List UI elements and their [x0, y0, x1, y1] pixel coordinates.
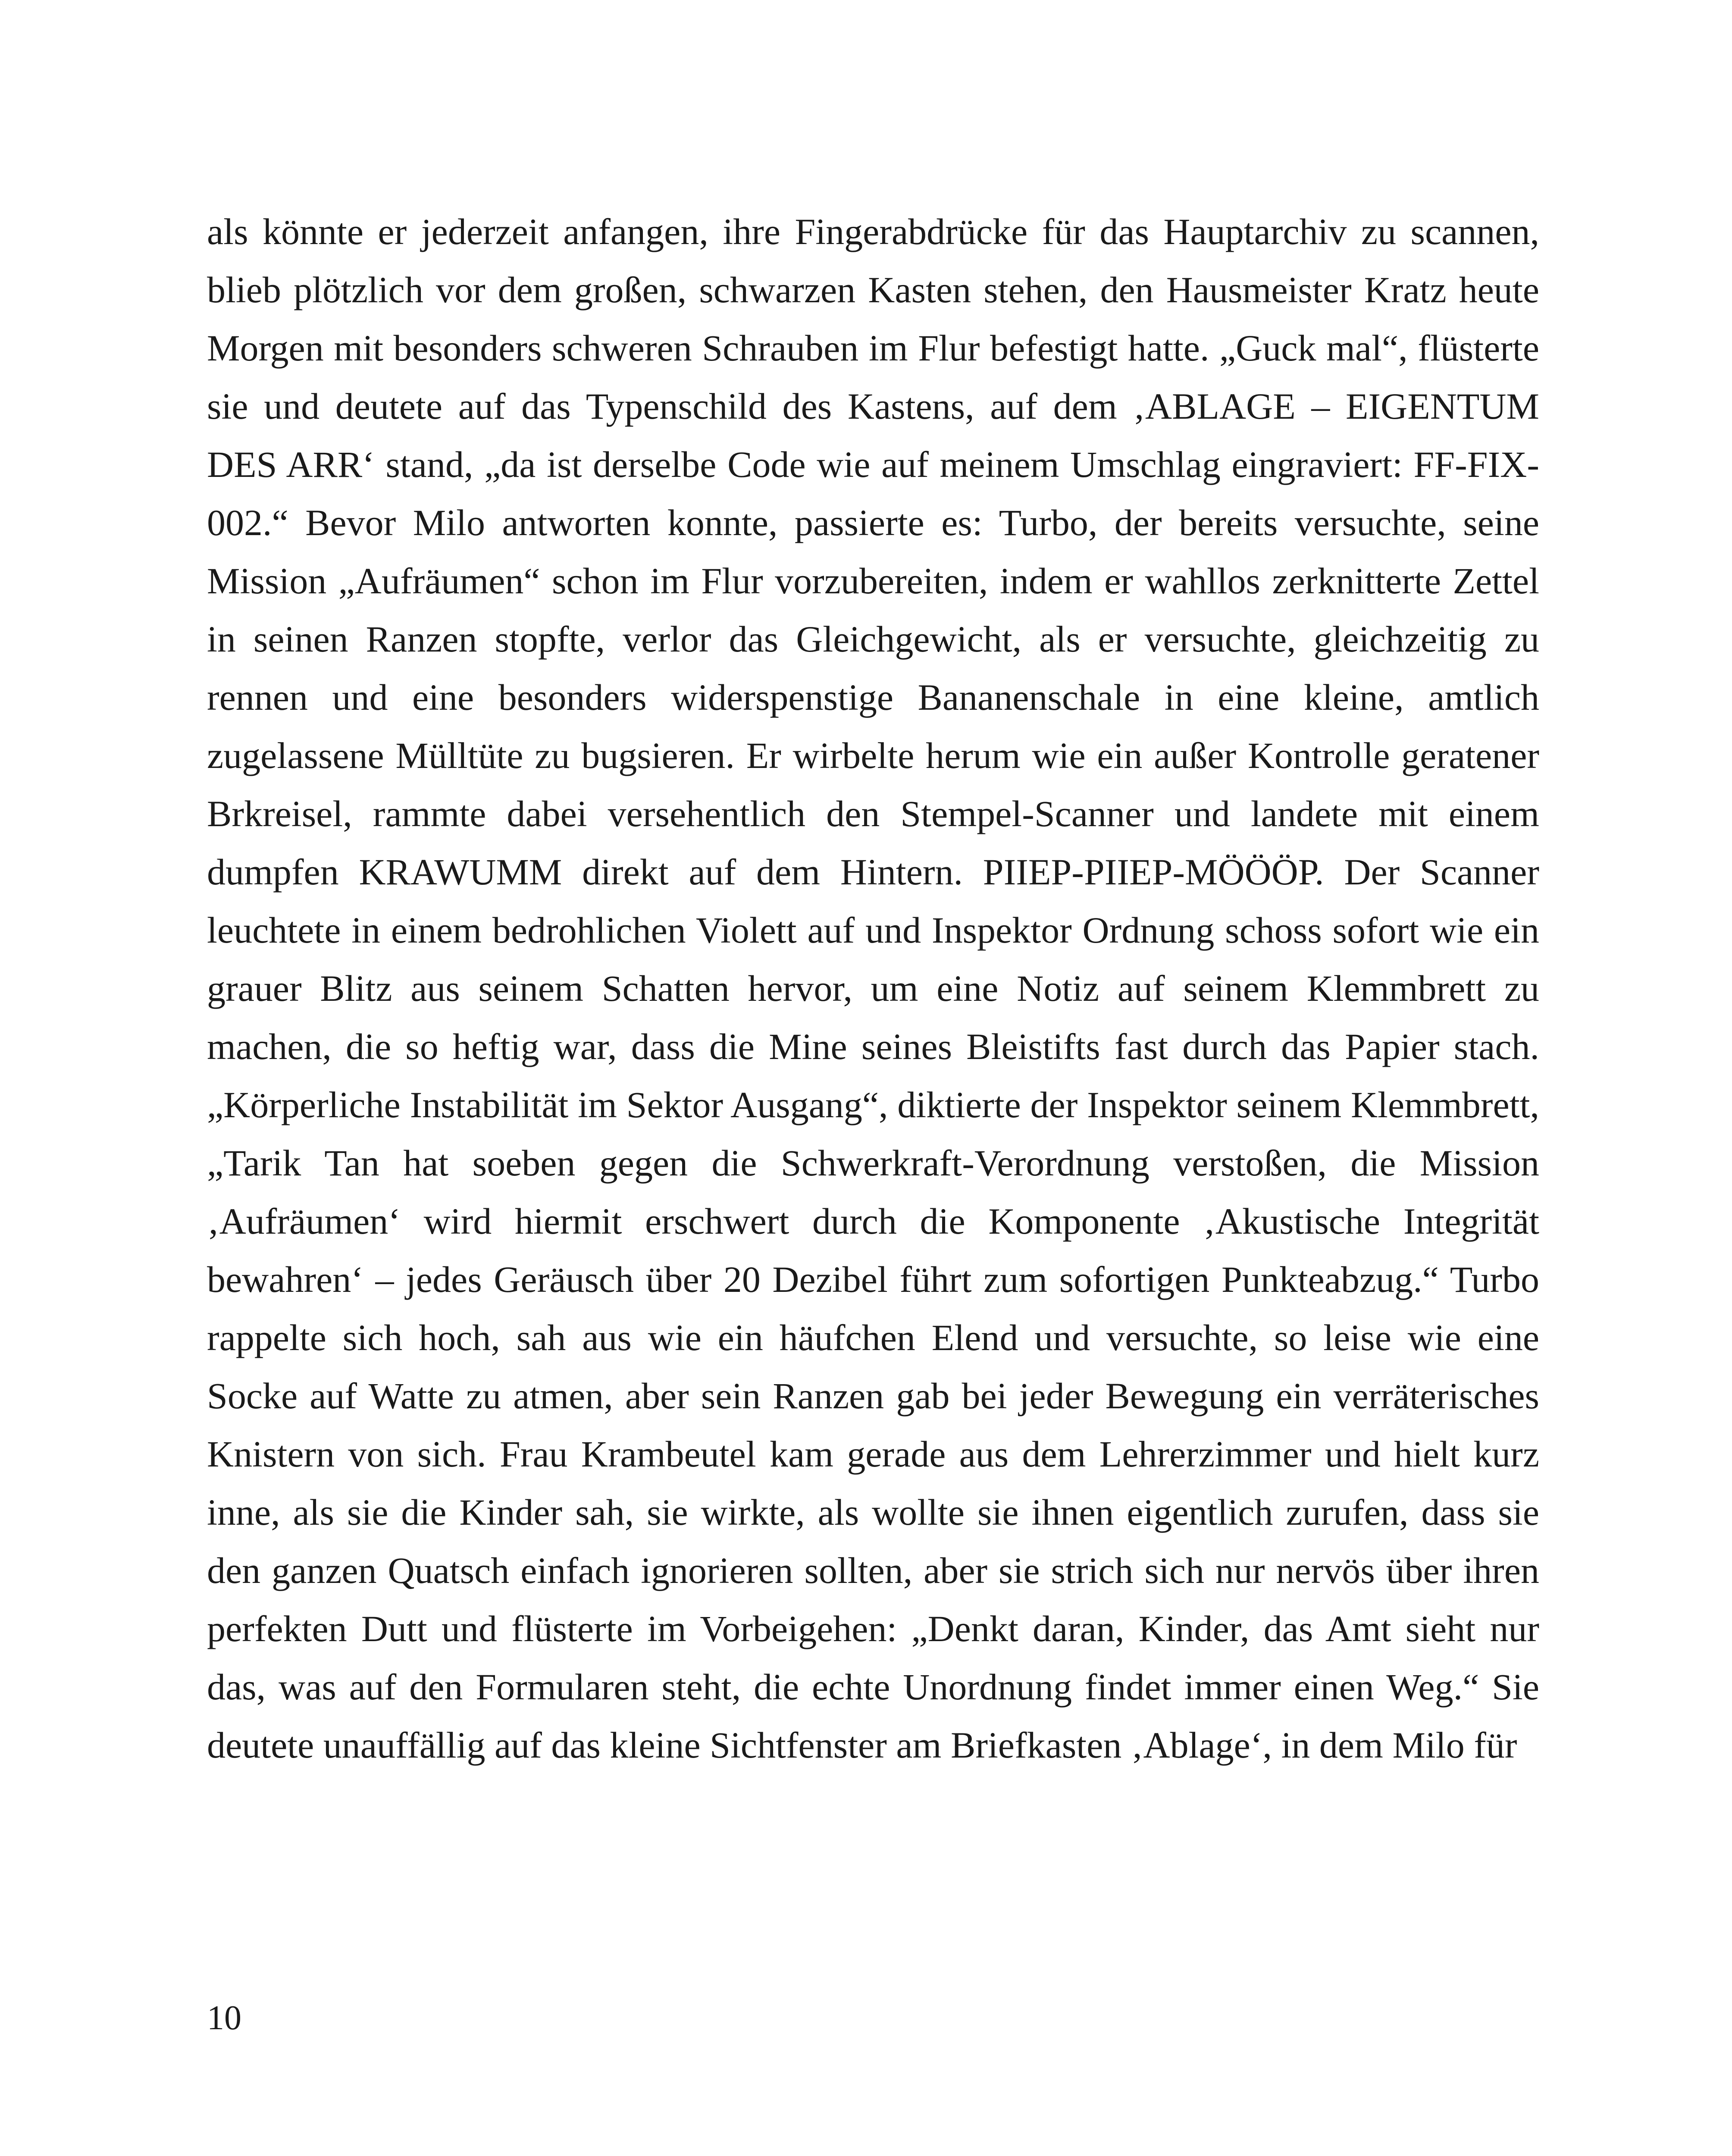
page-number: 10 [207, 1999, 241, 2037]
body-paragraph: als könnte er jederzeit anfangen, ihre Fingerabdrücke für das Hauptarchiv zu scannen, blieb plötzlich vor dem großen, schwarzen Kasten stehen, den Hausmeister Kratz heute Morgen mit besonders schweren Schrauben im Flur befestigt hatte. „Guck mal“, flüsterte sie und deutete auf das Typenschild des Kastens, auf dem ‚ABLAGE – EIGENTUM DES ARR‘ stand, „da ist derselbe Code wie auf meinem Umschlag eingraviert: FF-FIX-002.“ Bevor Milo antworten konnte, passierte es: Turbo, der bereits versuchte, seine Mission „Aufräumen“ schon im Flur vorzubereiten, indem er wahllos zerknitterte Zettel in seinen Ranzen stopfte, verlor das Gleichgewicht, als er versuchte, gleichzeitig zu rennen und eine besonders widerspenstige Bananenschale in eine kleine, amtlich zugelassene Mülltüte zu bugsieren. Er wirbelte herum wie ein außer Kontrolle geratener Brkreisel, rammte dabei versehentlich den Stempel-Scanner und landete mit einem dumpfen KRAWUMM direkt auf dem Hintern. PIIEP-PIIEP-MÖÖÖP. Der Scanner leuchtete in einem bedrohlichen Violett auf und Inspektor Ordnung schoss sofort wie ein grauer Blitz aus seinem Schatten hervor, um eine Notiz auf seinem Klemmbrett zu machen, die so heftig war, dass die Mine seines Bleistifts fast durch das Papier stach. „Körperliche Instabilität im Sektor Ausgang“, diktierte der Inspektor seinem Klemmbrett, „Tarik Tan hat soeben gegen die Schwerkraft-Verordnung verstoßen, die Mission ‚Aufräumen‘ wird hiermit erschwert durch die Komponente ‚Akustische Integrität bewahren‘ – jedes Geräusch über 20 Dezibel führt zum sofortigen Punkteabzug.“ Turbo rappelte sich hoch, sah aus wie ein häufchen Elend und versuchte, so leise wie eine Socke auf Watte zu atmen, aber sein Ranzen gab bei jeder Bewegung ein verräterisches Knistern von sich. Frau Krambeutel kam gerade aus dem Lehrerzimmer und hielt kurz inne, als sie die Kinder sah, sie wirkte, als wollte sie ihnen eigentlich zurufen, dass sie den ganzen Quatsch einfach ignorieren sollten, aber sie strich sich nur nervös über ihren perfekten Dutt und flüsterte im Vorbeigehen: „Denkt daran, Kinder, das Amt sieht nur das, was auf den Formularen steht, die echte Unordnung findet immer einen Weg.“ Sie deutete unauffällig auf das kleine Sichtfenster am Briefkasten ‚Ablage‘, in dem Milo für [207, 211, 1539, 1766]
